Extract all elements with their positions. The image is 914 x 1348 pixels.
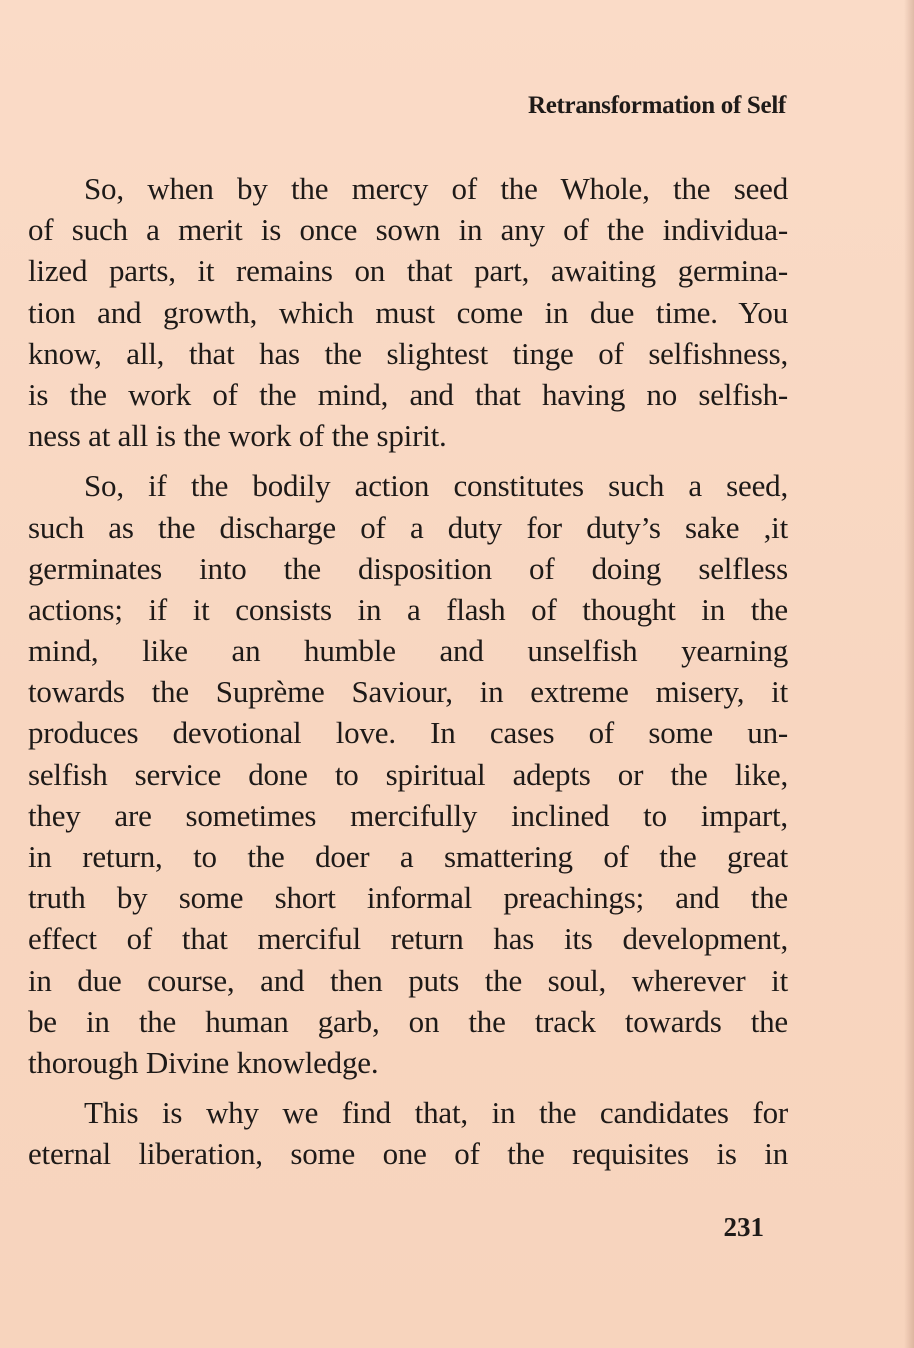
text-line: This is why we find that, in the candidates for [84,1095,788,1131]
text-line: eternal liberation, some one of the requisites is in [28,1136,788,1172]
text-line: thorough Divine knowledge. [28,1044,379,1080]
text-line: is the work of the mind, and that having no selfish- [28,376,788,412]
running-header: Retransformation of Self [527,92,786,119]
text-line: effect of that merciful return has its development, [28,921,788,957]
text-line: in return, to the doer a smattering of the great [28,839,788,874]
paragraph-3 [28,1092,788,1174]
text-line: towards the Suprème Saviour, in extreme misery, it [28,674,788,710]
text-line: selfish service done to spiritual adepts or the like, [28,756,788,792]
page-number: 231 [723,1212,764,1242]
text-line: in due course, and then puts the soul, wherever it [28,962,788,998]
text-line: mind, like an humble and unselfish yearning [28,633,788,669]
text-line: know, all, that has the slightest tinge of selfishness, [28,335,788,371]
text-line: of such a merit is once sown in any of the individua- [28,212,788,248]
text-line: such as the discharge of a duty for duty’s sake ,it [28,509,788,545]
text-line: ness at all is the work of the spirit. [28,418,447,454]
paragraph-gap [28,1083,788,1092]
paragraph-1 [28,168,788,456]
paragraph-gap [28,456,788,465]
text-line: produces devotional love. In cases of some un- [28,715,788,751]
text-line: So, if the bodily action constitutes such a seed, [84,468,788,504]
text-line: be in the human garb, on the track towards the [28,1003,788,1039]
text-line: So, when by the mercy of the Whole, the seed [84,171,788,206]
text-line: lized parts, it remains on that part, awaiting germina- [28,253,788,289]
paragraph-2 [28,465,788,1083]
page-edge-shadow [904,0,914,1348]
text-line: germinates into the disposition of doing selfless [28,550,788,586]
text-line: tion and growth, which must come in due time. You [28,294,788,330]
text-line: truth by some short informal preachings; and the [28,880,788,916]
text-line: they are sometimes mercifully inclined to impart, [28,797,788,833]
page-body [28,168,788,1175]
text-line: actions; if it consists in a flash of thought in the [28,591,788,627]
